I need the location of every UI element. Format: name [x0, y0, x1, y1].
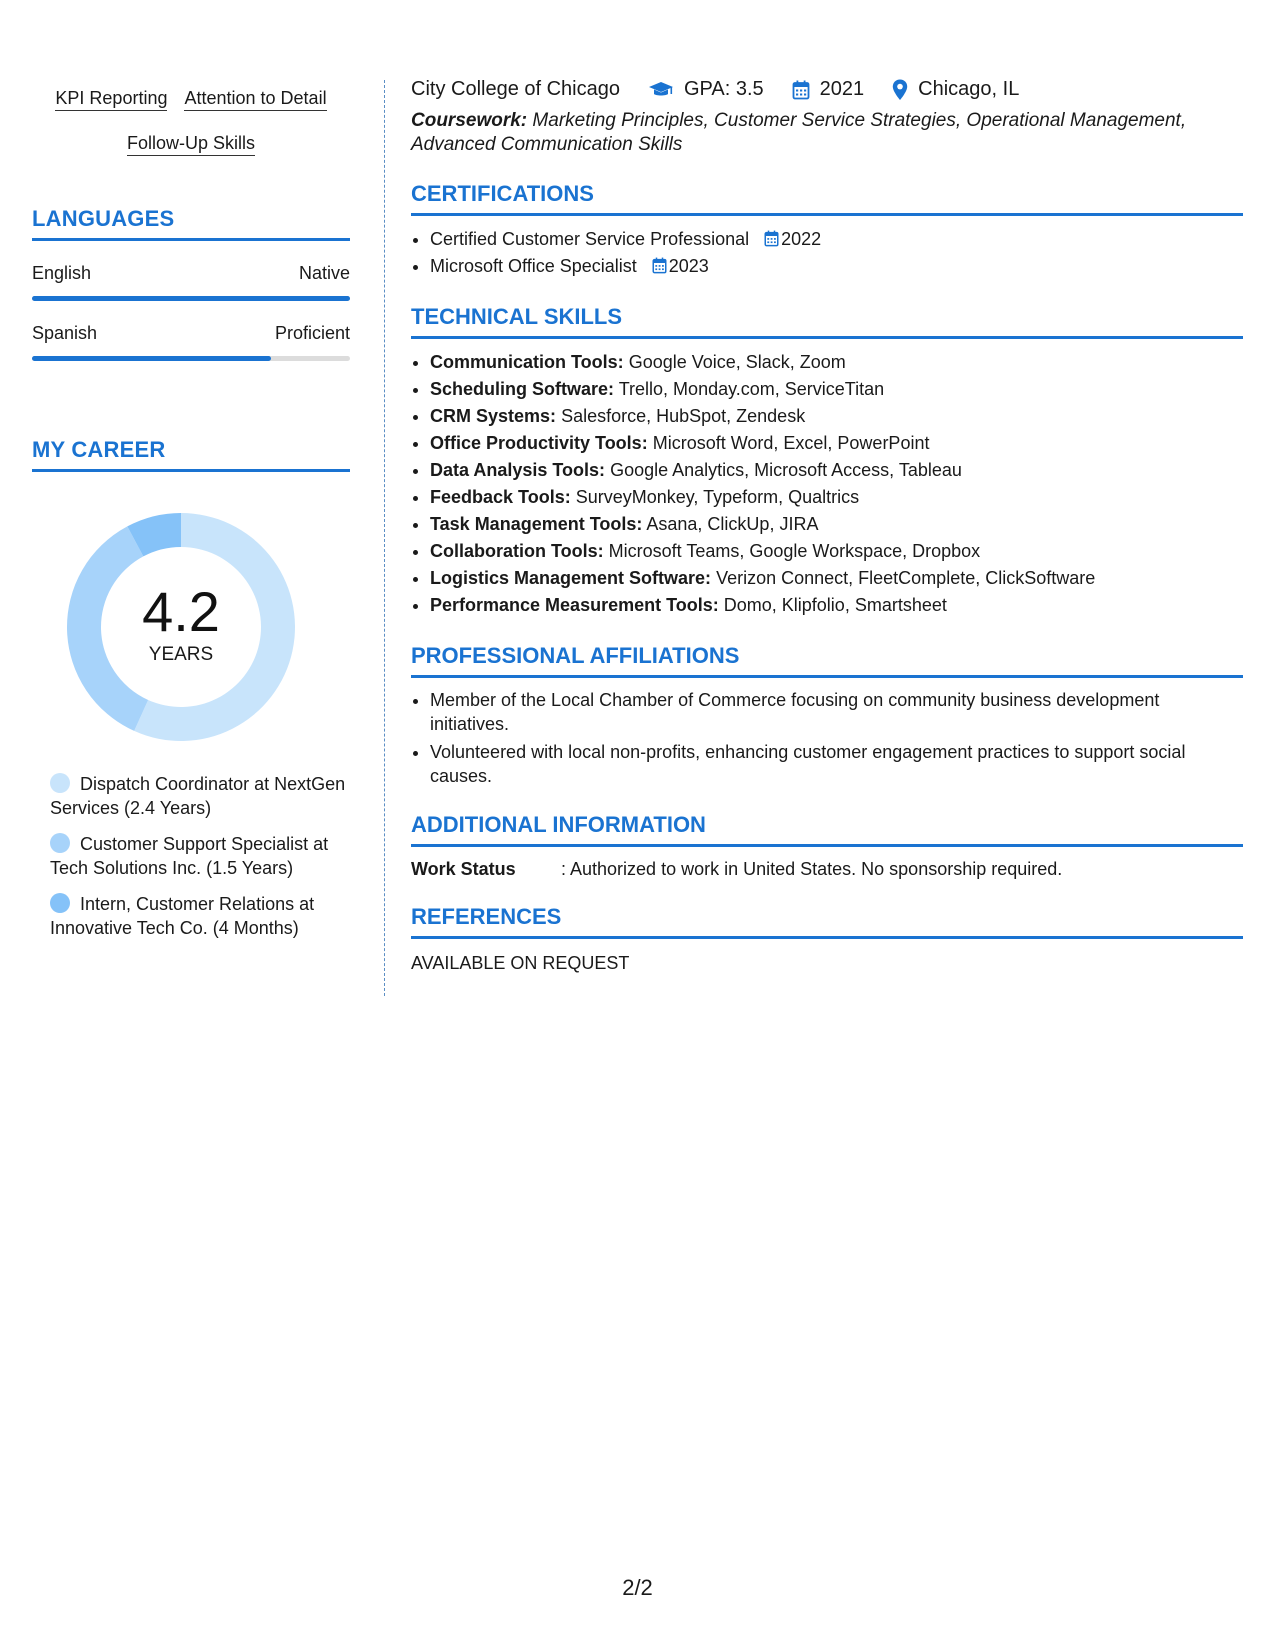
references-heading: REFERENCES [411, 904, 1243, 939]
skill-label: Office Productivity Tools: [430, 433, 648, 453]
skill-item [430, 511, 1243, 538]
skill-item [430, 457, 1243, 484]
education-location: Chicago, IL [918, 78, 1020, 100]
career-item-label: Intern, Customer Relations at Innovative Tech Co. (4 Months) [50, 894, 315, 938]
language-item [32, 323, 350, 361]
calendar-icon [652, 257, 667, 274]
coursework-text: Marketing Principles, Customer Service Strategies, Operational Management, Advanced Communication Skills [411, 110, 1187, 155]
skill-value: SurveyMonkey, Typeform, Qualtrics [575, 487, 860, 507]
language-level: Native [298, 263, 350, 283]
language-level: Proficient [274, 323, 350, 343]
technical-skills-heading: TECHNICAL SKILLS [411, 304, 1243, 339]
skill-value: Microsoft Word, Excel, PowerPoint [652, 433, 930, 453]
skill-tag: KPI Reporting [55, 88, 167, 111]
skill-value: Asana, ClickUp, JIRA [646, 514, 819, 534]
career-item-label: Customer Support Specialist at Tech Solutions Inc. (1.5 Years) [50, 834, 329, 878]
affiliations-heading: PROFESSIONAL AFFILIATIONS [411, 643, 1243, 678]
certifications-heading: CERTIFICATIONS [411, 181, 1243, 216]
career-item-label: Dispatch Coordinator at NextGen Services (2.4 Years) [50, 774, 346, 818]
career-list [50, 772, 350, 940]
career-legend-dot [50, 773, 70, 793]
skill-value: Google Analytics, Microsoft Access, Tableau [610, 460, 962, 480]
work-status [411, 859, 1243, 880]
skill-item [430, 592, 1243, 619]
calendar-icon [792, 80, 810, 100]
skill-item [430, 403, 1243, 430]
affiliation-item: • Member of the Local Chamber of Commerce focusing on community business development initiatives. [430, 688, 1243, 736]
graduation-cap-icon [648, 80, 674, 100]
page-number: 2/2 [622, 1575, 653, 1600]
skill-label: Collaboration Tools: [430, 541, 604, 561]
career-total-unit: YEARS [148, 644, 214, 665]
certifications-list [411, 226, 1243, 280]
affiliations-list [411, 688, 1243, 788]
skill-value: Salesforce, HubSpot, Zendesk [561, 406, 806, 426]
skill-item [430, 565, 1243, 592]
certification-year: 2022 [781, 229, 822, 249]
column-divider [384, 80, 385, 996]
language-proficiency-fill [32, 296, 350, 301]
education-school: City College of Chicago [411, 78, 620, 100]
right-column [411, 78, 1243, 974]
certification-item [430, 226, 1243, 253]
skill-label: Task Management Tools: [430, 514, 643, 534]
work-status-label: Work Status [411, 859, 516, 879]
certification-item [430, 253, 1243, 280]
skill-item [430, 376, 1243, 403]
skill-item [430, 484, 1243, 511]
education-year: 2021 [819, 78, 865, 100]
skill-value: Domo, Klipfolio, Smartsheet [723, 595, 947, 615]
additional-info-heading: ADDITIONAL INFORMATION [411, 812, 1243, 847]
location-pin-icon [892, 79, 908, 101]
skill-label: Feedback Tools: [430, 487, 571, 507]
skill-tag: Follow-Up Skills [127, 133, 255, 156]
language-name: English [32, 263, 92, 283]
calendar-icon [764, 230, 779, 247]
skill-label: Performance Measurement Tools: [430, 595, 719, 615]
skill-item [430, 538, 1243, 565]
skill-value: Verizon Connect, FleetComplete, ClickSoftware [716, 568, 1096, 588]
skill-label: Data Analysis Tools: [430, 460, 606, 480]
skill-item [430, 430, 1243, 457]
language-proficiency-fill [32, 356, 271, 361]
skill-value: Google Voice, Slack, Zoom [628, 352, 846, 372]
technical-skills-list [411, 349, 1243, 619]
skill-tags [32, 80, 350, 170]
career-legend-dot [50, 833, 70, 853]
skill-label: Logistics Management Software: [430, 568, 712, 588]
language-item [32, 263, 350, 301]
coursework [411, 109, 1243, 157]
donut-center [66, 580, 296, 666]
skill-value: Microsoft Teams, Google Workspace, Dropbox [608, 541, 981, 561]
skill-item [430, 349, 1243, 376]
certification-year: 2023 [668, 256, 709, 276]
coursework-label: Coursework: [411, 110, 528, 131]
references-text: AVAILABLE ON REQUEST [411, 953, 630, 973]
affiliation-item: • Volunteered with local non-profits, enhancing customer engagement practices to support social causes. [430, 740, 1243, 788]
skill-tag: Attention to Detail [184, 88, 326, 111]
career-legend-dot [50, 893, 70, 913]
skill-label: CRM Systems: [430, 406, 557, 426]
skill-label: Scheduling Software: [430, 379, 615, 399]
career-item [50, 892, 350, 940]
language-proficiency-bar [32, 296, 350, 301]
career-donut-chart [66, 512, 296, 742]
education-line [411, 78, 1243, 101]
career-heading: MY CAREER [32, 437, 350, 472]
work-status-value: : Authorized to work in United States. No sponsorship required. [561, 859, 1063, 879]
skill-value: Trello, Monday.com, ServiceTitan [618, 379, 885, 399]
career-total-years: 4.2 [142, 580, 220, 643]
left-column [32, 80, 350, 952]
certification-name: Microsoft Office Specialist [430, 256, 637, 276]
skill-label: Communication Tools: [430, 352, 624, 372]
certification-name: Certified Customer Service Professional [430, 229, 750, 249]
language-proficiency-bar [32, 356, 350, 361]
education-gpa: GPA: 3.5 [684, 78, 764, 100]
career-item [50, 832, 350, 880]
language-name: Spanish [32, 323, 98, 343]
languages-heading: LANGUAGES [32, 206, 350, 241]
career-item [50, 772, 350, 820]
